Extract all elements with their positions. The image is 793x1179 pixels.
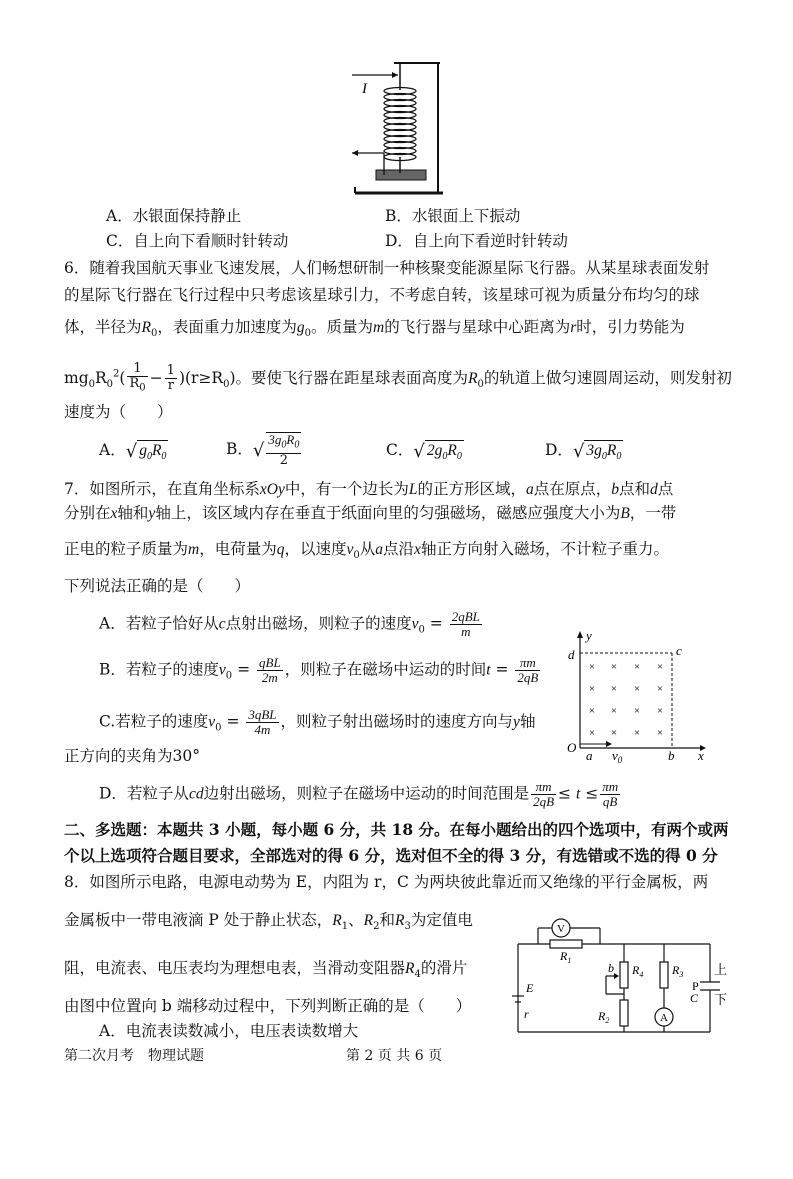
svg-text:×: × [610, 683, 618, 695]
footer-page-number: 第 2 页 共 6 页 [346, 1048, 443, 1064]
q6-option-c: C．√ $2g_0R_0$ [386, 440, 464, 467]
q6-option-b: B．√ $\frac{3g_0R_0}{2}$ [226, 432, 300, 468]
svg-text:b: b [608, 961, 614, 975]
q7-line4: 下列说法正确的是（ ） [64, 577, 251, 595]
svg-text:a: a [586, 748, 593, 763]
svg-text:×: × [588, 683, 596, 695]
svg-text:R4: $R_4$ [632, 963, 644, 979]
svg-text:O: O [567, 740, 577, 755]
q8-line4: 由图中位置向 b 端移动过程中，下列判断正确的是（ ） [64, 997, 472, 1015]
svg-text:P: P [692, 979, 699, 993]
q7-option-b: B．若粒子的速度$v_0$ = $\frac{\text{qBL}}{2m}$ ，则粒子在磁场中运动的时间t = $\frac{\pi m}{2qB}$ [99, 655, 539, 685]
svg-text:×: × [588, 705, 596, 717]
q7-option-c-cont: 正方向的夹角为30° [64, 747, 200, 765]
q8-line1: 8．如图所示电路，电源电动势为 E，内阻为 r，C 为两块彼此靠近而又绝缘的平行金属板，两 [64, 873, 709, 891]
q8-option-a: A．电流表读数减小，电压表读数增大 [99, 1022, 359, 1040]
q6-line5: 速度为（ ） [64, 403, 173, 421]
q7-option-c: C.若粒子的速度$v_0$ = $\frac{\text{3qBL}}{4m}$ ，则粒子射出磁场时的速度方向与y轴 [99, 707, 536, 737]
svg-text:×: × [656, 683, 664, 695]
current-label: I [362, 81, 367, 97]
svg-text:×: × [610, 705, 618, 717]
svg-text:×: × [610, 727, 618, 739]
svg-text:b: b [668, 748, 675, 763]
svg-text:上: 上 [714, 962, 728, 977]
q7-option-d: D．若粒子从cd边射出磁场，则粒子在磁场中运动的时间范围是 $\frac{\pi m}{2qB}$ ≤ t ≤ $\frac{\pi m}{qB}$ [99, 779, 619, 809]
q6-option-d: D．√ $3g_0R_0$ [545, 440, 623, 467]
svg-text:x: x [698, 748, 704, 763]
q5-option-c: C．自上向下看顺时针转动 [106, 232, 289, 250]
svg-text:下: 下 [714, 992, 728, 1007]
q6-line3: 体，半径为$R_0$，表面重力加速度为$g_0$。质量为m的飞行器与星球中心距离为r时，引力势能为 [64, 318, 685, 340]
q5-option-d: D．自上向下看逆时针转动 [385, 232, 568, 250]
q6-option-a: A．√ $g_0R_0$ [99, 440, 168, 467]
section2-line1: 二、多选题：本题共 3 小题，每小题 6 分，共 18 分。在每小题给出的四个选项中，有两个或两 [64, 820, 729, 839]
svg-text:V: V [557, 923, 565, 935]
q6-line4: $mg_0R_0^2$( $\frac{1}{R_0}$ − $\frac{1}{r}$ )$(r\ge R_0)$。要使飞行器在距星球表面高度为$R_0$的轨道上做匀速圆周运动，则发射初 [64, 361, 732, 394]
q7-line2: 分别在x轴和y轴上，该区域内存在垂直于纸面向里的匀强磁场，磁感应强度大小为B，一带 [64, 504, 677, 522]
svg-text:×: × [633, 705, 641, 717]
q6-line2: 的星际飞行器在飞行过程中只考虑该星球引力，不考虑自转，该星球可视为质量分布均匀的球 [64, 286, 700, 304]
svg-text:×: × [588, 727, 596, 739]
svg-text:C: C [690, 991, 699, 1005]
q7-option-a: A．若粒子恰好从c点射出磁场，则粒子的速度$v_0$ = $\frac{\text{2qBL}}{m}$ [99, 609, 480, 639]
magnetic-field-square-figure [560, 628, 710, 763]
q5-option-b: B．水银面上下振动 [385, 207, 521, 225]
coil-mercury-figure [340, 55, 450, 200]
svg-text:×: × [633, 661, 641, 673]
q5-option-a: A．水银面保持静止 [106, 207, 242, 225]
svg-text:E: E [526, 981, 534, 995]
svg-text:×: × [656, 661, 664, 673]
svg-text:×: × [656, 705, 664, 717]
section2-line2: 个以上选项符合题目要求，全部选对的得 6 分，选对但不全的得 3 分，有选错或不选的得 0 分 [64, 846, 718, 865]
svg-text:A: A [660, 1012, 668, 1024]
q7-line1: 7．如图所示，在直角坐标系xOy中，有一个边长为L的正方形区域，a点在原点，b点和d点 [64, 480, 674, 498]
svg-text:R1: $R_1$ [560, 949, 572, 965]
q8-line2: 金属板中一带电液滴 P 处于静止状态，$R_1$、$R_2$和$R_3$为定值电 [64, 911, 473, 933]
svg-text:R2: $R_2$ [598, 1009, 610, 1025]
svg-text:r: r [524, 1007, 529, 1021]
q8-line3: 阻，电流表、电压表均为理想电表，当滑动变阻器$R_4$的滑片 [64, 959, 468, 981]
svg-text:×: × [633, 683, 641, 695]
svg-text:y: y [586, 628, 592, 643]
svg-text:×: × [610, 661, 618, 673]
svg-text:×: × [656, 727, 664, 739]
svg-text:v0: $v_0$ [612, 748, 623, 763]
q6-line1: 6．随着我国航天事业飞速发展，人们畅想研制一种核聚变能源星际飞行器。从某星球表面发射 [64, 259, 710, 277]
circuit-figure [510, 914, 735, 1039]
svg-text:×: × [588, 661, 596, 673]
svg-text:d: d [568, 647, 575, 662]
svg-text:c: c [676, 643, 682, 658]
footer-exam-title: 第二次月考 物理试题 [64, 1048, 204, 1064]
svg-text:×: × [633, 727, 641, 739]
svg-text:R3: $R_3$ [672, 963, 684, 979]
q7-line3: 正电的粒子质量为m，电荷量为q，以速度$v_0$从a点沿x轴正方向射入磁场，不计粒子重力。 [64, 540, 669, 562]
